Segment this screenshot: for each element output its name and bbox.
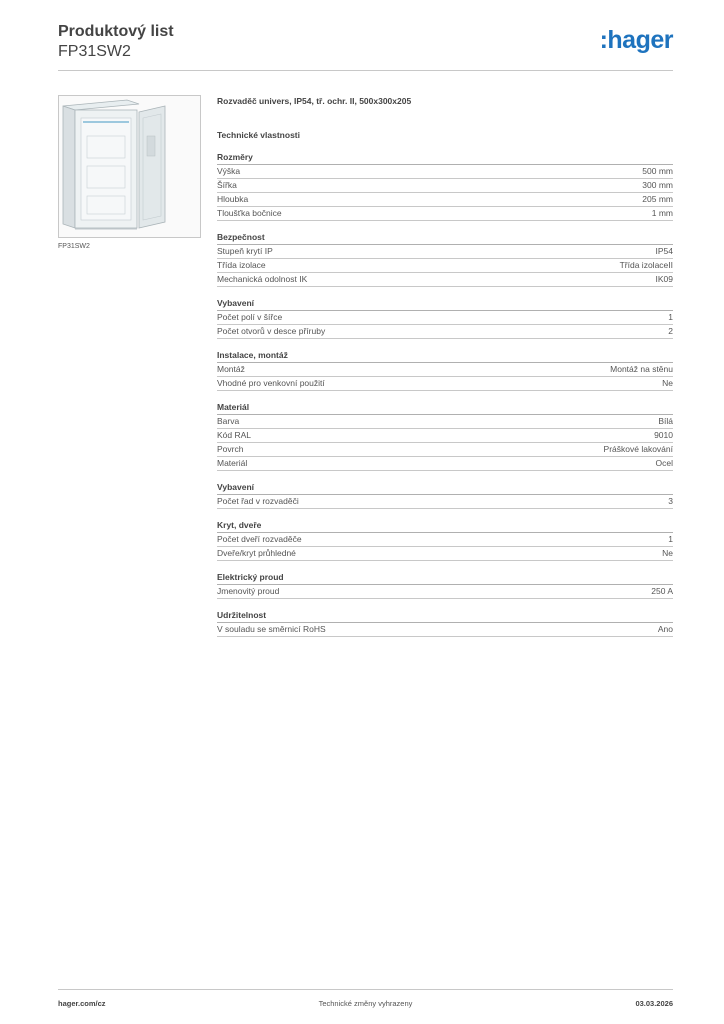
footer-note: Technické změny vyhrazeny: [318, 999, 413, 1008]
property-label: Povrch: [217, 444, 244, 454]
property-row: [217, 443, 673, 457]
properties-sections: [217, 151, 673, 637]
property-row: [217, 623, 673, 637]
logo-dots-icon: :: [599, 26, 608, 54]
section-title: Vybavení: [217, 481, 673, 495]
property-value: 1: [668, 534, 673, 544]
property-row: [217, 273, 673, 287]
section-title: Kryt, dveře: [217, 519, 673, 533]
product-code: FP31SW2: [58, 43, 131, 60]
property-row: [217, 207, 673, 221]
section-title: Rozměry: [217, 151, 673, 165]
property-value: Ano: [657, 624, 673, 634]
property-row: [217, 311, 673, 325]
product-image: [58, 95, 201, 238]
property-value: Třída izolaceII: [619, 260, 673, 270]
property-row: [217, 377, 673, 391]
property-section: [217, 571, 673, 599]
page-title: Produktový list: [58, 23, 174, 40]
property-value: 3: [668, 496, 673, 506]
property-row: [217, 585, 673, 599]
property-value: 1: [668, 312, 673, 322]
property-value: Bílá: [658, 416, 673, 426]
property-value: 250 A: [651, 586, 673, 596]
property-row: [217, 457, 673, 471]
property-value: 1 mm: [651, 208, 673, 218]
property-section: [217, 151, 673, 221]
section-title: Vybavení: [217, 297, 673, 311]
property-row: [217, 259, 673, 273]
logo-text: hager: [607, 26, 673, 54]
property-label: Vhodné pro venkovní použití: [217, 378, 325, 388]
property-label: Počet dveří rozvaděče: [217, 534, 302, 544]
property-value: Ocel: [655, 458, 673, 468]
property-label: Barva: [217, 416, 240, 426]
property-row: [217, 495, 673, 509]
property-label: Šířka: [217, 180, 237, 190]
section-title: Elektrický proud: [217, 571, 673, 585]
property-value: Ne: [662, 548, 673, 558]
property-label: Materiál: [217, 458, 248, 468]
product-description: Rozvaděč univers, IP54, tř. ochr. II, 500x300x205: [217, 96, 412, 106]
property-label: Dveře/kryt průhledné: [217, 548, 296, 558]
property-row: [217, 547, 673, 561]
section-title: Udržitelnost: [217, 609, 673, 623]
property-row: [217, 193, 673, 207]
property-row: [217, 179, 673, 193]
property-value: 205 mm: [642, 194, 673, 204]
property-section: [217, 297, 673, 339]
footer-website: hager.com/cz: [58, 999, 106, 1008]
footer-date: 03.03.2026: [635, 999, 673, 1008]
property-label: Výška: [217, 166, 241, 176]
property-value: IK09: [655, 274, 673, 284]
property-label: Počet otvorů v desce příruby: [217, 326, 326, 336]
section-title: Materiál: [217, 401, 673, 415]
property-row: [217, 533, 673, 547]
property-label: Mechanická odolnost IK: [217, 274, 308, 284]
page-footer: [58, 989, 673, 1008]
property-section: [217, 401, 673, 471]
property-row: [217, 363, 673, 377]
property-value: 2: [668, 326, 673, 336]
property-value: 500 mm: [642, 166, 673, 176]
cabinet-illustration: [59, 96, 200, 237]
property-section: [217, 609, 673, 637]
property-row: [217, 415, 673, 429]
property-value: 9010: [654, 430, 673, 440]
property-label: Třída izolace: [217, 260, 266, 270]
property-label: Počet polí v šířce: [217, 312, 283, 322]
property-section: [217, 481, 673, 509]
property-section: [217, 349, 673, 391]
property-section: [217, 519, 673, 561]
property-value: 300 mm: [642, 180, 673, 190]
property-label: V souladu se směrnicí RoHS: [217, 624, 326, 634]
property-label: Tloušťka bočnice: [217, 208, 282, 218]
property-label: Montáž: [217, 364, 245, 374]
product-details: [217, 95, 673, 647]
property-row: [217, 429, 673, 443]
property-row: [217, 165, 673, 179]
image-caption: FP31SW2: [58, 243, 90, 250]
property-value: IP54: [655, 246, 673, 256]
property-label: Počet řad v rozvaděči: [217, 496, 299, 506]
section-title: Bezpečnost: [217, 231, 673, 245]
property-value: Práškové lakování: [603, 444, 673, 454]
page-header: [58, 20, 673, 71]
hager-logo: [600, 26, 673, 55]
property-row: [217, 245, 673, 259]
property-value: Montáž na stěnu: [610, 364, 673, 374]
property-label: Jmenovitý proud: [217, 586, 280, 596]
property-section: [217, 231, 673, 287]
section-title: Instalace, montáž: [217, 349, 673, 363]
property-label: Kód RAL: [217, 430, 252, 440]
technical-properties-heading: Technické vlastnosti: [217, 130, 300, 140]
property-label: Stupeň krytí IP: [217, 246, 273, 256]
property-label: Hloubka: [217, 194, 249, 204]
property-row: [217, 325, 673, 339]
property-value: Ne: [662, 378, 673, 388]
